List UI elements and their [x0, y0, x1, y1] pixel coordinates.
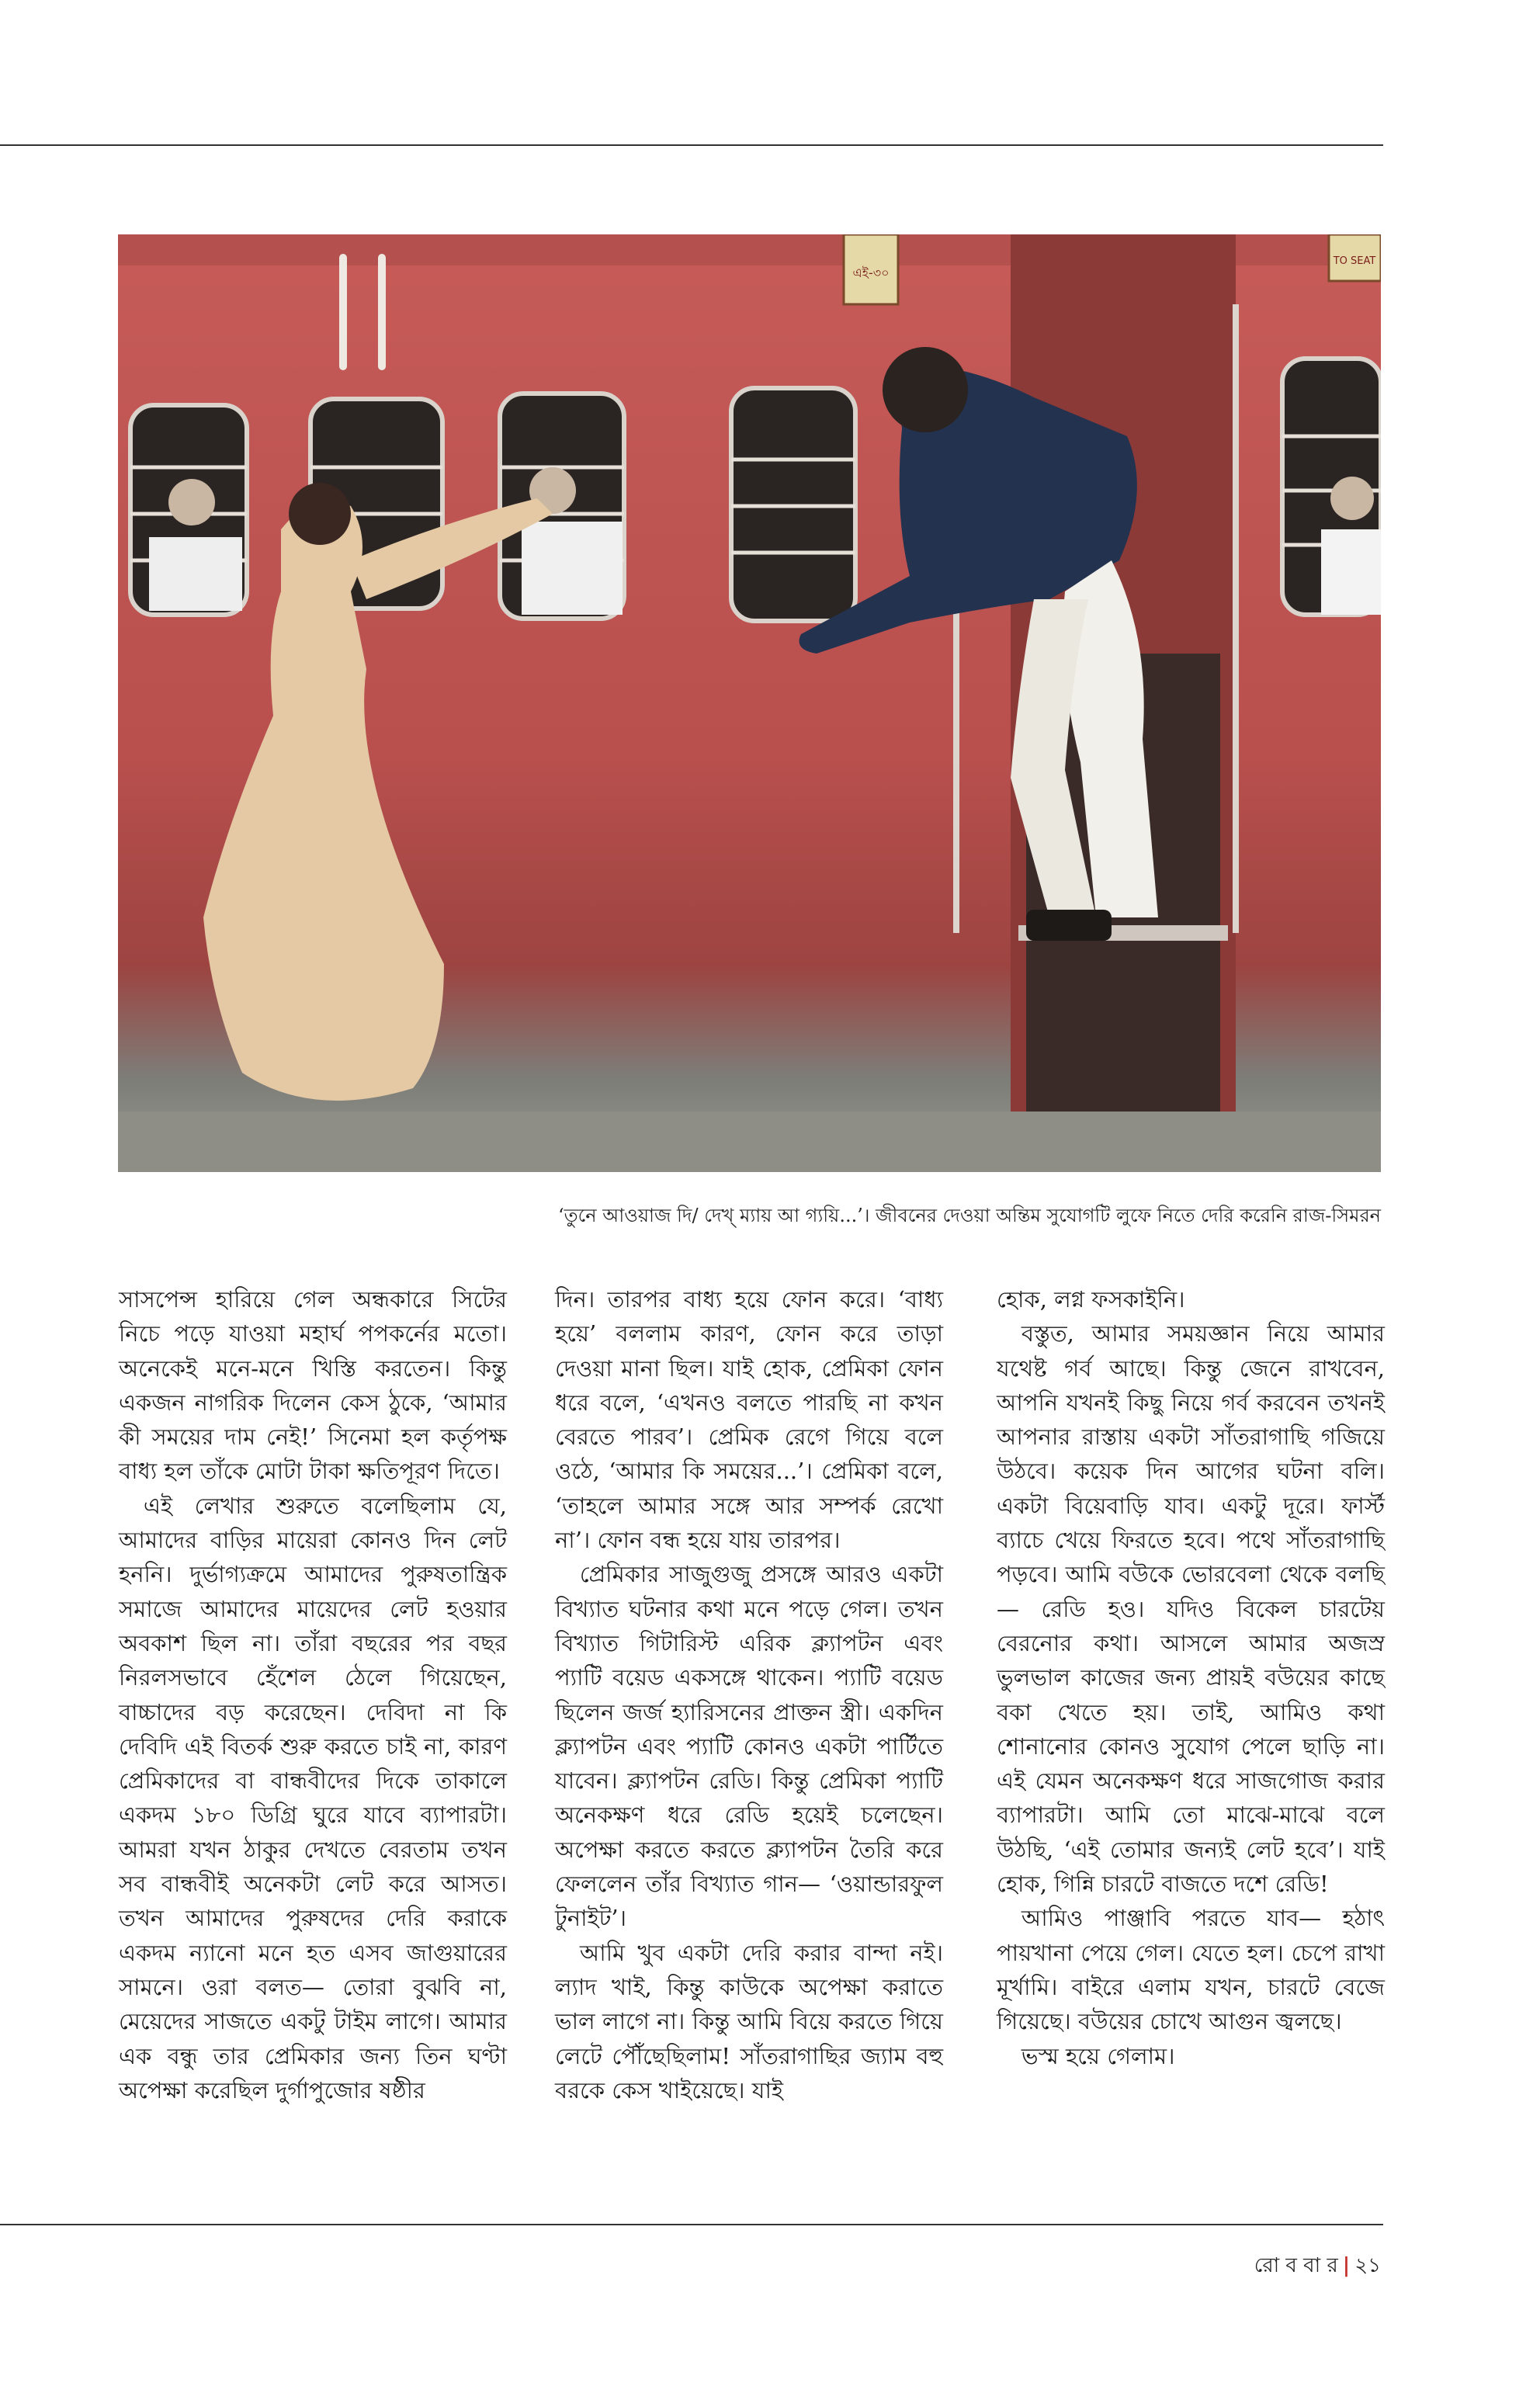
page-footer	[1254, 2249, 1381, 2284]
article-column-3	[997, 1282, 1385, 2073]
article-photo	[118, 234, 1381, 1172]
seat-sign-text: এই-৩০	[852, 265, 890, 280]
paragraph: সাসপেন্স হারিয়ে গেল অন্ধকারে সিটের নিচে পড়ে যাওয়া মহার্ঘ পপকর্নের মতো। অনেকেই মনে-মনে খিস্তি করতেন। কিন্তু একজন নাগরিক দিলেন কেস ঠুকে, ‘আমার কী সময়ের দাম নেই!’ সিনেমা হল কর্তৃপক্ষ বাধ্য হল তাঁকে মোটা টাকা ক্ষতিপূরণ দিতে।	[119, 1286, 507, 1485]
bottom-rule	[0, 2224, 1383, 2225]
article-column-2	[555, 1282, 943, 2107]
paragraph: প্রেমিকার সাজুগুজু প্রসঙ্গে আরও একটা বিখ্যাত ঘটনার কথা মনে পড়ে গেল। তখন বিখ্যাত গিটারিস্ট এরিক ক্ল্যাপটন এবং প্যাটি বয়েড একসঙ্গে থাকেন। প্যাটি বয়েড ছিলেন জর্জ হ্যারিসনের প্রাক্তন স্ত্রী। একদিন ক্ল্যাপটন এবং প্যাটি কোনও একটা পার্টিতে যাবেন। ক্ল্যাপটন রেডি। কিন্তু প্রেমিকা প্যাটি অনেকক্ষণ ধরে রেডি হয়েই চলেছেন। অপেক্ষা করতে করতে ক্ল্যাপটন তৈরি করে ফেললেন তাঁর বিখ্যাত গান— ‘ওয়ান্ডারফুল টুনাইট’।	[555, 1561, 943, 1932]
paragraph: বস্তুত, আমার সময়জ্ঞান নিয়ে আমার যথেষ্ট গর্ব আছে। কিন্তু জেনে রাখবেন, আপনি যখনই কিছু নিয়ে গর্ব করবেন তখনই আপনার রাস্তায় একটা সাঁতরাগাছি গজিয়ে উঠবে। কয়েক দিন আগের ঘটনা বলি। একটা বিয়েবাড়ি যাব। একটু দূরে। ফার্স্ট ব্যাচে খেয়ে ফিরতে হবে। পথে সাঁতরাগাছি পড়বে। আমি বউকে ভোরবেলা থেকে বলছি— রেডি হও। যদিও বিকেল চারটেয় বেরনোর কথা। আসলে আমার অজস্র ভুলভাল কাজের জন্য প্রায়ই বউয়ের কাছে বকা খেতে হয়। তাই, আমিও কথা শোনানোর কোনও সুযোগ পেলে ছাড়ি না। এই যেমন অনেকক্ষণ ধরে সাজগোজ করার ব্যাপারটা। আমি তো মাঝে-মাঝে বলে উঠছি, ‘এই তোমার জন্যই লেট হবে’। যাই হোক, গিন্নি চারটে বাজতে দশে রেডি!	[997, 1320, 1385, 1898]
seat-sign-right-text: TO SEAT	[1333, 255, 1376, 267]
photo-caption: ‘তুনে আওয়াজ দি/ দেখ্ ম্যায় আ গ্যয়ি...’। জীবনের দেওয়া অন্তিম সুযোগটি লুফে নিতে দেরি করেনি রাজ-সিমরন	[557, 1205, 1381, 1226]
train-scene-illustration	[118, 234, 1381, 1172]
footer-separator: |	[1342, 2254, 1351, 2277]
paragraph: এই লেখার শুরুতে বলেছিলাম যে, আমাদের বাড়ির মায়েরা কোনও দিন লেট হননি। দুর্ভাগ্যক্রমে আমাদের পুরুষতান্ত্রিক সমাজে আমাদের মায়েদের লেট হওয়ার অবকাশ ছিল না। তাঁরা বছরের পর বছর নিরলসভাবে হেঁশেল ঠেলে গিয়েছেন, বাচ্চাদের বড় করেছেন। দেবিদা না কি দেবিদি এই বিতর্ক শুরু করতে চাই না, কারণ প্রেমিকাদের বা বান্ধবীদের দিকে তাকালে একদম ১৮০ ডিগ্রি ঘুরে যাবে ব্যাপারটা। আমরা যখন ঠাকুর দেখতে বেরতাম তখন সব বান্ধবীই অনেকটা লেট করে আসত। তখন আমাদের পুরুষদের দেরি করাকে একদম ন্যানো মনে হত এসব জাগুয়ারের সামনে। ওরা বলত— তোরা বুঝবি না, মেয়েদের সাজতে একটু টাইম লাগে। আমার এক বন্ধু তার প্রেমিকার জন্য তিন ঘণ্টা অপেক্ষা করেছিল দুর্গাপুজোর ষষ্ঠীর	[119, 1492, 507, 2103]
paragraph: আমিও পাঞ্জাবি পরতে যাব— হঠাৎ পায়খানা পেয়ে গেল। যেতে হল। চেপে রাখা মূর্খামি। বাইরে এলাম যখন, চারটে বেজে গিয়েছে। বউয়ের চোখে আগুন জ্বলছে।	[997, 1905, 1385, 2035]
paragraph: দিন। তারপর বাধ্য হয়ে ফোন করে। ‘বাধ্য হয়ে’ বললাম কারণ, ফোন করে তাড়া দেওয়া মানা ছিল। যাই হোক, প্রেমিকা ফোন ধরে বলে, ‘এখনও বলতে পারছি না কখন বেরতে পারব’। প্রেমিক রেগে গিয়ে বলে ওঠে, ‘আমার কি সময়ের...’। প্রেমিকা বলে, ‘তাহলে আমার সঙ্গে আর সম্পর্ক রেখো না’। ফোন বন্ধ হয়ে যায় তারপর।	[555, 1286, 943, 1554]
paragraph: হোক, লগ্ন ফসকাইনি।	[997, 1286, 1185, 1313]
paragraph: ভস্ম হয়ে গেলাম।	[1021, 2042, 1175, 2069]
page-number: ২১	[1354, 2254, 1381, 2277]
article-column-1	[119, 1282, 507, 2107]
magazine-name: রো ব বা র	[1254, 2254, 1338, 2277]
paragraph: আমি খুব একটা দেরি করার বান্দা নই। ল্যাদ খাই, কিন্তু কাউকে অপেক্ষা করাতে ভাল লাগে না। কিন্তু আমি বিয়ে করতে গিয়ে লেটে পৌঁছেছিলাম! সাঁতরাগাছির জ্যাম বহু বরকে কেস খাইয়েছে। যাই	[555, 1939, 943, 2103]
top-rule	[0, 144, 1383, 146]
